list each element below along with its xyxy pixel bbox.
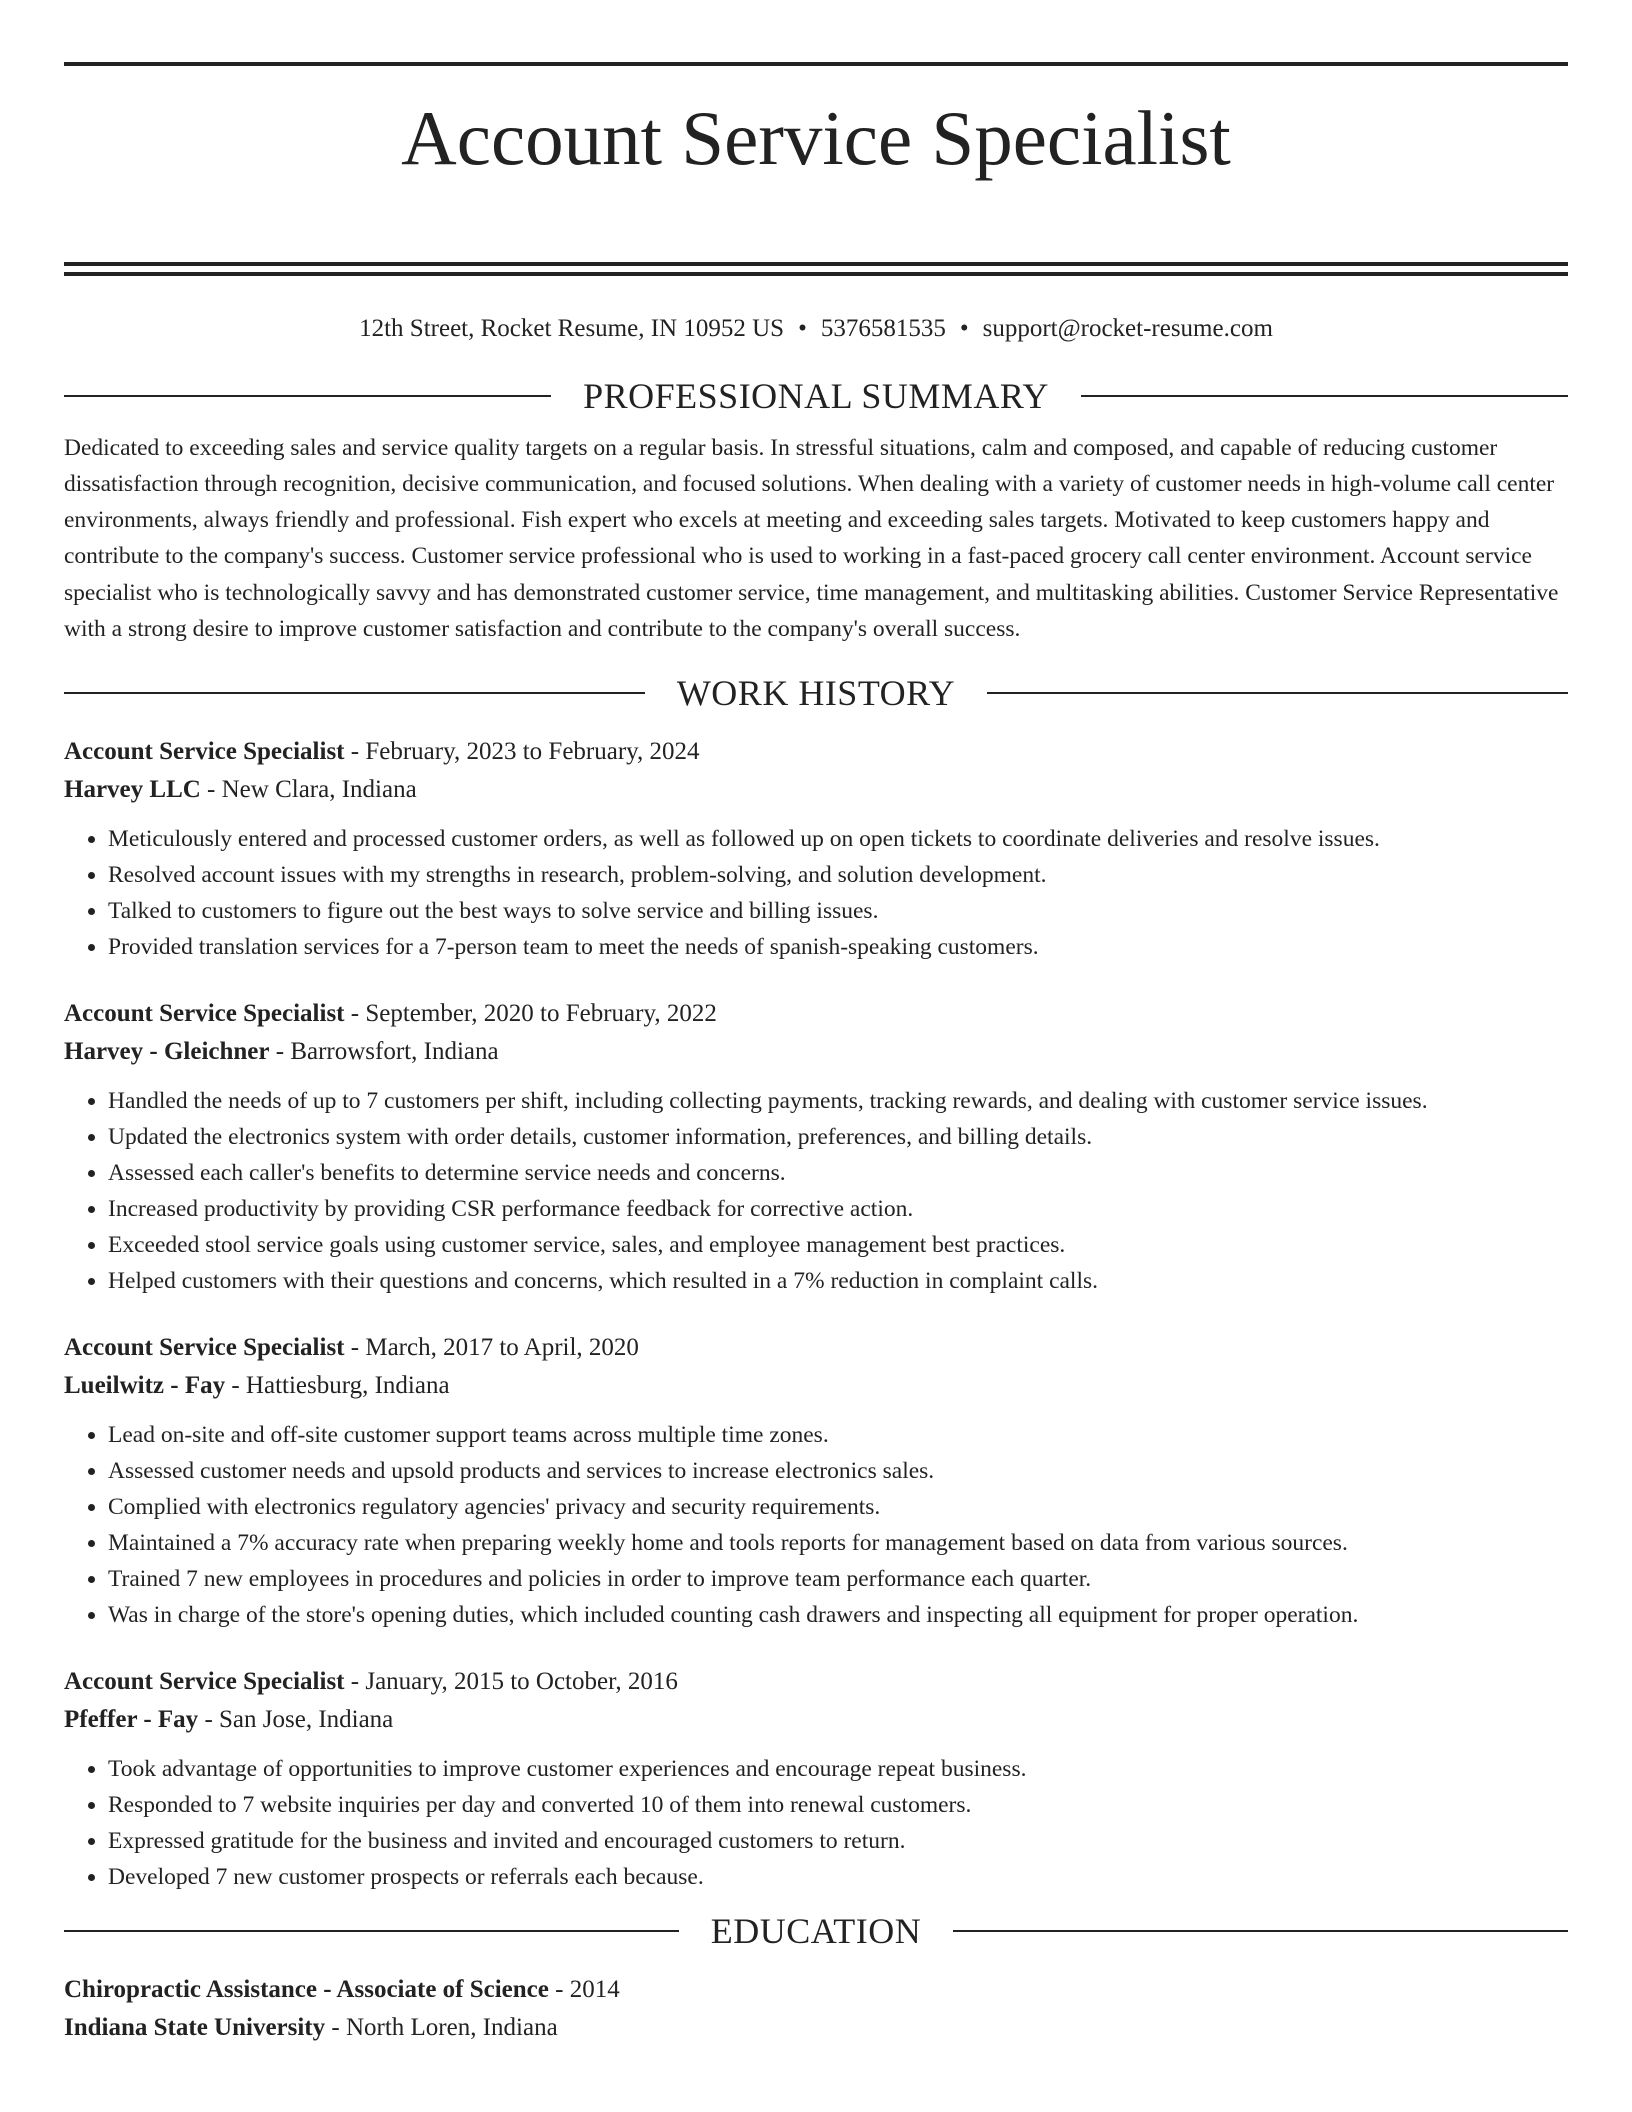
- education-location: - North Loren, Indiana: [325, 2013, 558, 2041]
- job-bullet: • Developed 7 new customer prospects or referrals each because.: [108, 1859, 1568, 1895]
- heading-rule-right: [987, 692, 1568, 694]
- job-title: Account Service Specialist: [64, 737, 345, 765]
- job-bullets: [64, 1417, 1568, 1633]
- job-title-line: [64, 1329, 1568, 1367]
- job-bullet: • Maintained a 7% accuracy rate when preparing weekly home and tools reports for management based on data from various sources.: [108, 1525, 1568, 1561]
- job-bullet: • Was in charge of the store's opening duties, which included counting cash drawers and inspecting all equipment for proper operation.: [108, 1597, 1568, 1633]
- summary-heading: [64, 374, 1568, 418]
- contact-address: 12th Street, Rocket Resume, IN 10952 US: [359, 314, 785, 342]
- job-bullet: • Assessed customer needs and upsold products and services to increase electronics sales.: [108, 1453, 1568, 1489]
- work-history-heading: [64, 671, 1568, 715]
- resume-name: Account Service Specialist: [401, 95, 1231, 181]
- job-entry: [64, 995, 1568, 1299]
- job-bullet: • Complied with electronics regulatory agencies' privacy and security requirements.: [108, 1489, 1568, 1525]
- heading-rule-right: [1081, 395, 1568, 397]
- job-company: Harvey LLC: [64, 775, 201, 803]
- job-bullet: • Responded to 7 website inquiries per day and converted 10 of them into renewal customers.: [108, 1787, 1568, 1823]
- job-bullet: • Talked to customers to figure out the best ways to solve service and billing issues.: [108, 893, 1568, 929]
- job-company-line: [64, 771, 1568, 809]
- job-entry: [64, 1663, 1568, 1895]
- education-heading-title: EDUCATION: [710, 1910, 922, 1951]
- job-dates: - January, 2015 to October, 2016: [344, 1667, 678, 1695]
- job-location: - San Jose, Indiana: [198, 1705, 394, 1733]
- job-bullet: • Provided translation services for a 7-person team to meet the needs of spanish-speaking customers.: [108, 929, 1568, 965]
- job-location: - Barrowsfort, Indiana: [269, 1037, 499, 1065]
- job-company-line: [64, 1701, 1568, 1739]
- job-location: - Hattiesburg, Indiana: [225, 1371, 450, 1399]
- job-entry: [64, 733, 1568, 965]
- job-bullets: [64, 1751, 1568, 1895]
- job-bullet: • Took advantage of opportunities to improve customer experiences and encourage repeat business.: [108, 1751, 1568, 1787]
- education-entry: [64, 1971, 1568, 2047]
- top-rule: [64, 62, 1568, 66]
- job-list: [64, 733, 1568, 1895]
- education-degree: Chiropractic Assistance - Associate of Science: [64, 1975, 549, 2003]
- contact-line: [64, 314, 1568, 344]
- job-entry: [64, 1329, 1568, 1633]
- job-bullet: • Handled the needs of up to 7 customers per shift, including collecting payments, tracking rewards, and dealing with customer service issues.: [108, 1083, 1568, 1119]
- job-title-line: [64, 733, 1568, 771]
- job-title: Account Service Specialist: [64, 999, 345, 1027]
- job-company: Pfeffer - Fay: [64, 1705, 199, 1733]
- name-rule-lower: [64, 272, 1568, 276]
- heading-rule-left: [64, 1930, 679, 1932]
- job-dates: - March, 2017 to April, 2020: [344, 1333, 639, 1361]
- job-title: Account Service Specialist: [64, 1333, 345, 1361]
- job-bullet: • Lead on-site and off-site customer support teams across multiple time zones.: [108, 1417, 1568, 1453]
- education-year: - 2014: [548, 1975, 620, 2003]
- education-heading: [64, 1909, 1568, 1953]
- job-bullet: • Resolved account issues with my strengths in research, problem-solving, and solution development.: [108, 857, 1568, 893]
- job-bullet: • Trained 7 new employees in procedures and policies in order to improve team performance each quarter.: [108, 1561, 1568, 1597]
- job-location: - New Clara, Indiana: [200, 775, 417, 803]
- job-bullets: [64, 821, 1568, 965]
- summary-heading-title: PROFESSIONAL SUMMARY: [583, 375, 1049, 416]
- heading-rule-right: [953, 1930, 1568, 1932]
- education-degree-line: [64, 1971, 1568, 2009]
- heading-rule-left: [64, 692, 645, 694]
- job-company: Harvey - Gleichner: [64, 1037, 270, 1065]
- job-bullet: • Meticulously entered and processed customer orders, as well as followed up on open tickets to coordinate deliveries and resolve issues.: [108, 821, 1568, 857]
- job-bullet: • Helped customers with their questions and concerns, which resulted in a 7% reduction in complaint calls.: [108, 1263, 1568, 1299]
- job-bullet: • Assessed each caller's benefits to determine service needs and concerns.: [108, 1155, 1568, 1191]
- job-title-line: [64, 1663, 1568, 1701]
- summary-text: Dedicated to exceeding sales and service quality targets on a regular basis. In stressful situations, calm and composed, and capable of reducing customer dissatisfaction through recognition, decisive communication, and focused solutions. When dealing with a variety of customer needs in high-volume call center environments, always friendly and professional. Fish expert who excels at meeting and exceeding sales targets. Motivated to keep customers happy and contribute to the company's success. Customer service professional who is used to working in a fast-paced grocery call center environment. Account service specialist who is technologically savvy and has demonstrated customer service, time management, and multitasking abilities. Customer Service Representative with a strong desire to improve customer satisfaction and contribute to the company's overall success.: [64, 434, 1559, 643]
- job-bullet: • Increased productivity by providing CSR performance feedback for corrective action.: [108, 1191, 1568, 1227]
- resume-page: [64, 62, 1568, 2047]
- job-company-line: [64, 1033, 1568, 1071]
- education-school-line: [64, 2009, 1568, 2047]
- job-dates: - February, 2023 to February, 2024: [344, 737, 700, 765]
- name-rule-upper: [64, 262, 1568, 266]
- job-title-line: [64, 995, 1568, 1033]
- contact-email: support@rocket-resume.com: [982, 314, 1273, 342]
- job-company: Lueilwitz - Fay: [64, 1371, 226, 1399]
- heading-rule-left: [64, 395, 551, 397]
- job-bullets: [64, 1083, 1568, 1299]
- job-bullet: • Updated the electronics system with order details, customer information, preferences, and billing details.: [108, 1119, 1568, 1155]
- contact-separator: •: [959, 314, 969, 342]
- job-bullet: • Exceeded stool service goals using customer service, sales, and employee management best practices.: [108, 1227, 1568, 1263]
- contact-phone: 5376581535: [820, 314, 946, 342]
- job-dates: - September, 2020 to February, 2022: [344, 999, 717, 1027]
- work-history-heading-title: WORK HISTORY: [676, 672, 956, 713]
- job-company-line: [64, 1367, 1568, 1405]
- job-bullet: • Expressed gratitude for the business and invited and encouraged customers to return.: [108, 1823, 1568, 1859]
- education-school: Indiana State University: [64, 2013, 326, 2041]
- job-title: Account Service Specialist: [64, 1667, 345, 1695]
- contact-separator: •: [798, 314, 807, 342]
